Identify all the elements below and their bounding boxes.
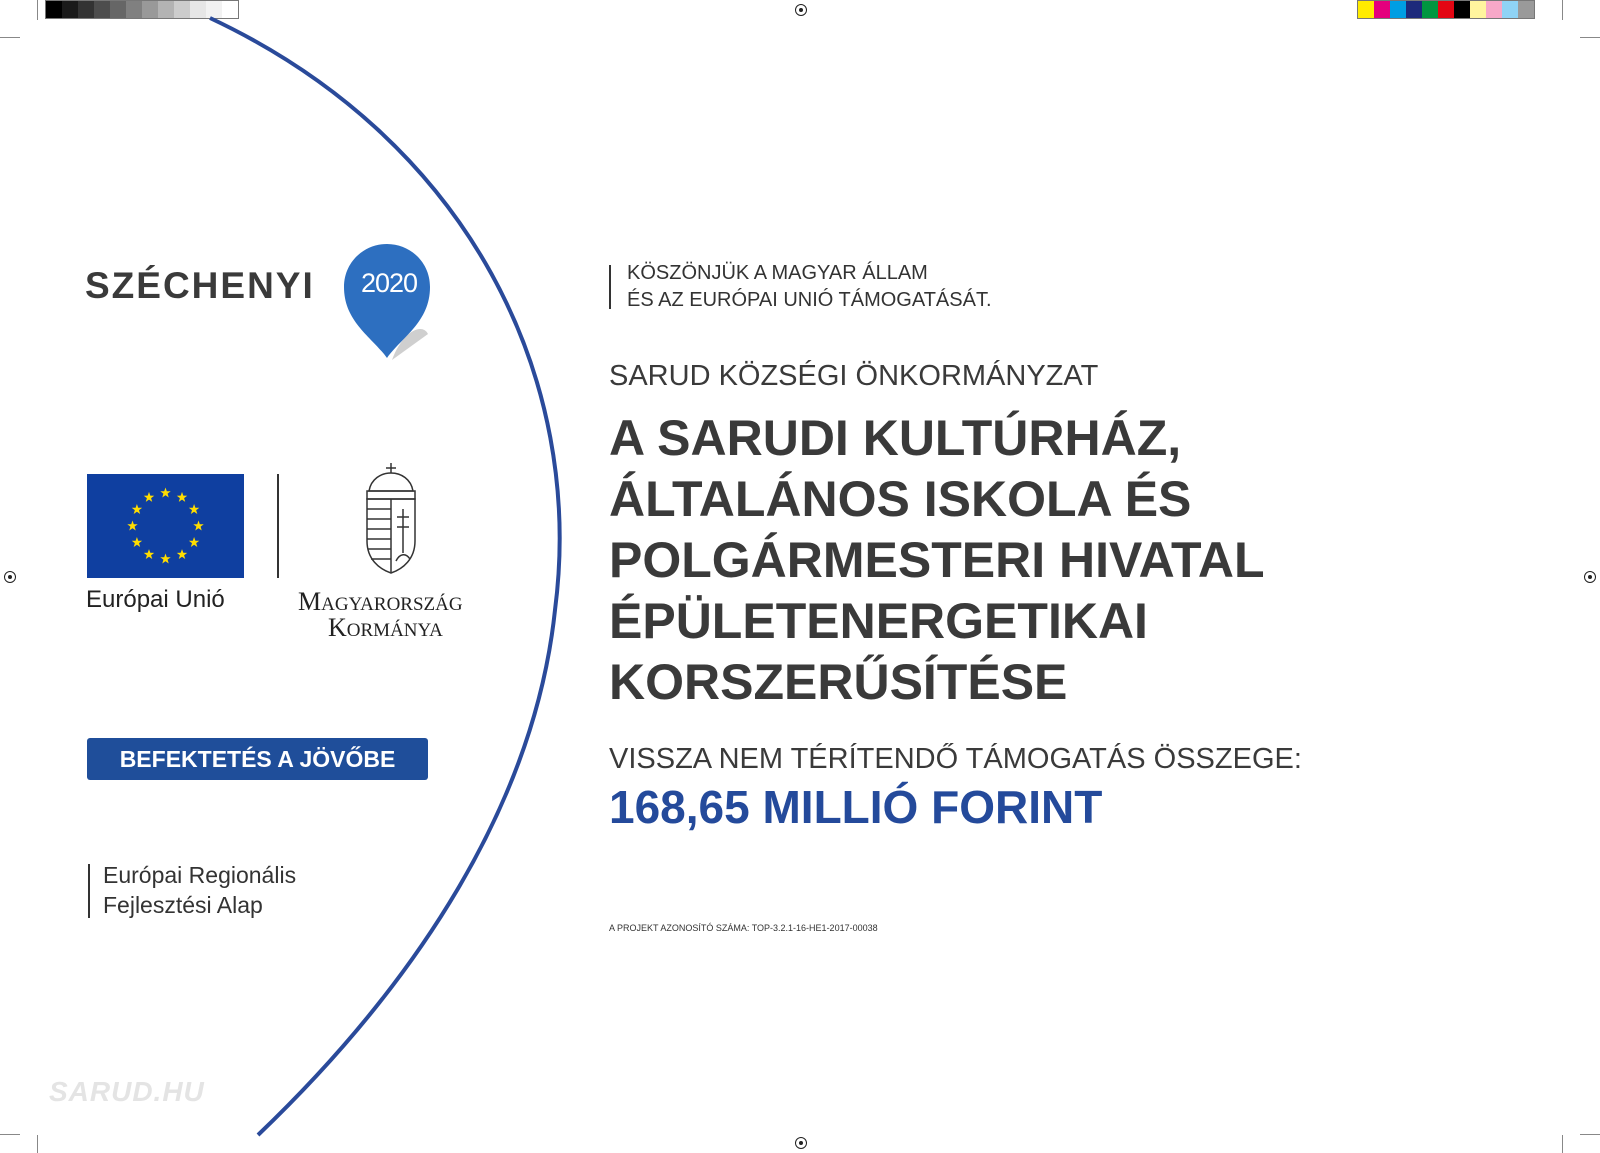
project-title — [609, 408, 1265, 713]
project-title-line: ÁLTALÁNOS ISKOLA ÉS — [609, 471, 1192, 527]
eu-flag — [87, 474, 244, 578]
eu-star-icon — [160, 554, 170, 564]
project-id: A PROJEKT AZONOSÍTÓ SZÁMA: TOP-3.2.1-16-HE1-2017-00038 — [609, 923, 878, 933]
fund-name-line1: Európai Regionális — [103, 862, 297, 888]
logo-divider — [277, 474, 279, 578]
eu-star-icon — [177, 549, 187, 559]
location-pin-icon — [342, 242, 438, 367]
beneficiary-name: SARUD KÖZSÉGI ÖNKORMÁNYZAT — [609, 360, 1099, 392]
eu-star-icon — [144, 549, 154, 559]
fund-divider — [88, 864, 90, 918]
eu-star-icon — [144, 492, 154, 502]
eu-star-icon — [189, 504, 199, 514]
project-title-line: POLGÁRMESTERI HIVATAL — [609, 532, 1265, 588]
eu-label: Európai Unió — [86, 586, 225, 613]
eu-stars-icon — [87, 474, 244, 578]
project-title-line: A SARUDI KULTÚRHÁZ, — [609, 410, 1182, 466]
support-amount: 168,65 MILLIÓ FORINT — [609, 781, 1103, 833]
support-label: VISSZA NEM TÉRÍTENDŐ TÁMOGATÁS ÖSSZEGE: — [609, 743, 1302, 775]
eu-star-icon — [127, 521, 137, 531]
eu-star-icon — [189, 537, 199, 547]
hungary-government-line2: KORMÁNYA — [328, 613, 443, 642]
thanks-line1: KÖSZÖNJÜK A MAGYAR ÁLLAM — [627, 262, 928, 284]
project-title-line: ÉPÜLETENERGETIKAI — [609, 593, 1148, 649]
eu-star-icon — [193, 521, 203, 531]
invest-in-future-banner: BEFEKTETÉS A JÖVŐBE — [87, 738, 428, 780]
fund-name-line2: Fejlesztési Alap — [103, 892, 263, 918]
project-title-line: KORSZERŰSÍTÉSE — [609, 654, 1068, 710]
thanks-divider — [609, 265, 611, 309]
eu-star-icon — [132, 537, 142, 547]
watermark: SARUD.HU — [49, 1076, 205, 1107]
szechenyi-year: 2020 — [360, 268, 418, 298]
thanks-line2: ÉS AZ EURÓPAI UNIÓ TÁMOGATÁSÁT. — [627, 289, 992, 311]
hungarian-coat-of-arms-icon — [363, 461, 419, 576]
szechenyi-logo-text: SZÉCHENYI — [85, 265, 315, 306]
hungary-government-line1: MAGYARORSZÁG — [298, 587, 463, 616]
eu-star-icon — [177, 492, 187, 502]
eu-star-icon — [132, 504, 142, 514]
eu-star-icon — [160, 488, 170, 498]
